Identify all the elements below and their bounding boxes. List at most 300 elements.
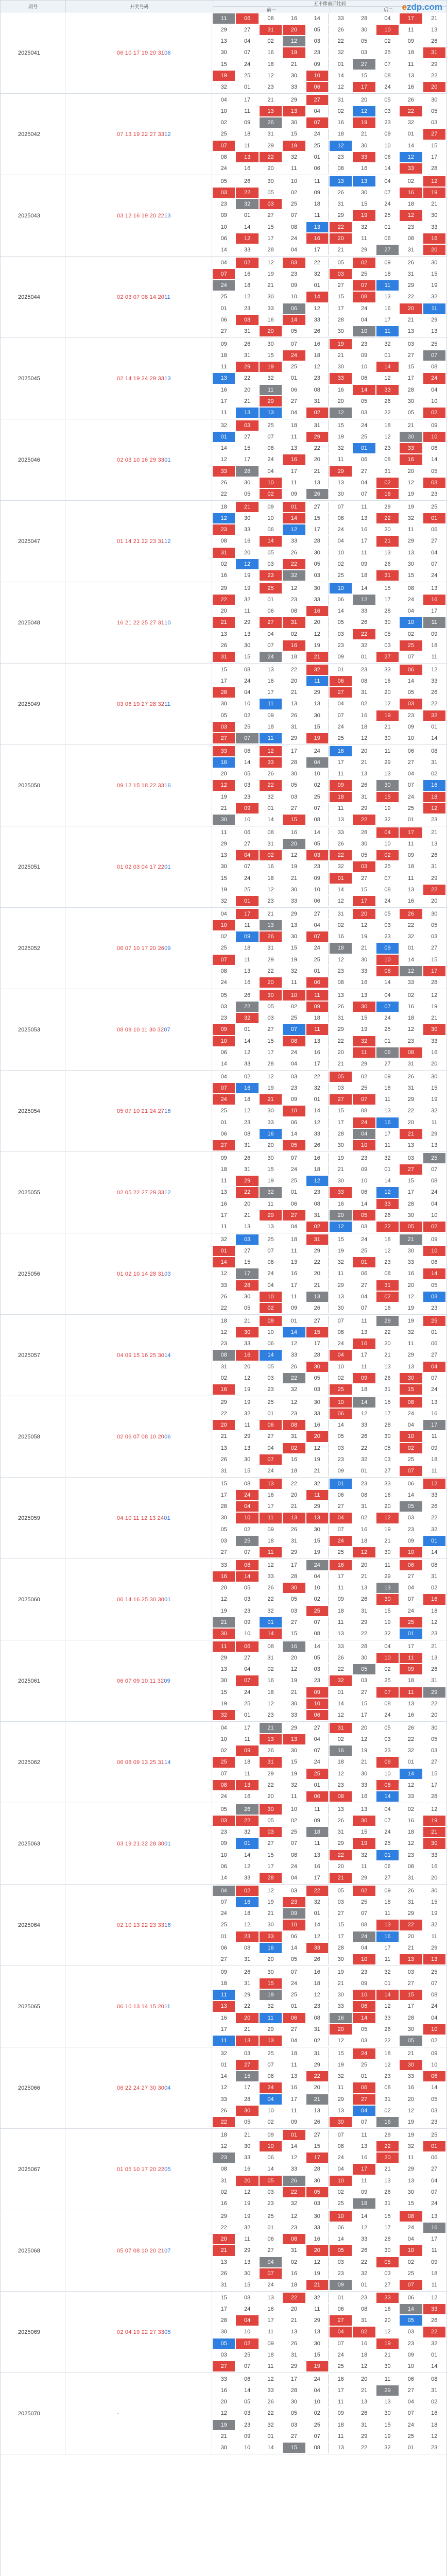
grid-cell: 02 [260, 850, 282, 860]
grid-cell: 14 [384, 165, 391, 172]
draw-numbers [65, 1233, 212, 1314]
grid-cell: 13 [260, 408, 282, 418]
grid-cell: 08 [431, 1178, 438, 1184]
grid-cell: 03 [306, 1664, 329, 1674]
grid-cell: 17 [423, 966, 445, 976]
grid-cell: 09 [384, 260, 391, 266]
grid-cell: 20 [376, 2153, 399, 2163]
issue-number: 2025054 [1, 1071, 65, 1151]
grid-cell: 17 [220, 678, 227, 685]
grid-cell: 08 [384, 72, 391, 79]
grid-cell: 25 [267, 1399, 274, 1406]
draw-red-balls: 06 22 24 27 30 30 [117, 2084, 165, 2091]
grid-cell: 16 [306, 1967, 329, 1977]
grid-cell: 24 [267, 1270, 274, 1277]
grid-cell: 07 [337, 712, 344, 719]
grid-cell: 26 [360, 782, 368, 789]
grid-cell: 03 [337, 1899, 344, 1906]
grid-cell: 25 [407, 805, 415, 811]
grid-cell: 30 [306, 710, 329, 721]
grid-cell: 29 [290, 1725, 298, 1732]
number-grid [212, 2210, 446, 2291]
grid-cell: 23 [431, 1630, 438, 1637]
grid-cell: 23 [431, 2119, 438, 2125]
grid-cell: 16 [290, 15, 298, 22]
grid-cell: 06 [306, 163, 329, 174]
grid-cell: 13 [407, 1700, 415, 1707]
grid-cell: 18 [360, 1386, 368, 1393]
grid-cell: 04 [290, 246, 298, 253]
grid-cell: 22 [306, 1886, 329, 1896]
grid-cell: 15 [220, 1481, 227, 1487]
grid-cell: 33 [220, 1562, 227, 1569]
grid-cell: 17 [353, 896, 375, 906]
grid-cell: 04 [407, 608, 415, 615]
grid-cell: 12 [400, 966, 422, 976]
grid-cell: 01 [283, 502, 305, 512]
grid-cell: 03 [407, 2329, 415, 2335]
grid-cell: 16 [213, 1571, 235, 1582]
grid-cell: 31 [244, 1142, 251, 1148]
grid-cell: 22 [306, 443, 329, 453]
grid-cell: 28 [384, 608, 391, 615]
grid-cell: 31 [407, 1874, 415, 1881]
grid-cell: 12 [337, 1711, 344, 1718]
grid-cell: 19 [306, 2268, 329, 2279]
table-row [1, 1559, 446, 1640]
grid-cell: 14 [283, 1327, 305, 1337]
grid-cell: 22 [283, 559, 305, 569]
grid-cell: 09 [337, 653, 344, 660]
draw-red-balls: 02 14 19 24 29 33 [117, 375, 165, 382]
grid-cell: 17 [431, 154, 438, 160]
grid-cell: 09 [330, 780, 352, 790]
grid-cell: 22 [360, 1445, 368, 1451]
grid-cell: 32 [431, 1526, 438, 1533]
grid-cell: 21 [267, 911, 274, 918]
grid-cell: 07 [290, 1155, 298, 1162]
grid-cell: 02 [220, 2189, 227, 2195]
draw-red-balls: 03 06 19 27 28 32 [117, 701, 165, 707]
grid-cell: 32 [384, 1630, 391, 1637]
grid-cell: 11 [337, 456, 344, 463]
grid-cell: 26 [337, 1818, 344, 1824]
grid-cell: 30 [244, 479, 251, 486]
draw-numbers [65, 94, 212, 175]
grid-cell: 09 [384, 1888, 391, 1894]
grid-cell: 30 [337, 1178, 344, 1184]
grid-cell: 06 [290, 1200, 298, 1207]
grid-cell: 05 [407, 689, 415, 696]
grid-cell: 12 [283, 524, 305, 535]
grid-cell: 21 [384, 2166, 391, 2173]
grid-cell: 21 [407, 2050, 415, 2057]
grid-cell: 29 [330, 466, 352, 477]
grid-cell: 13 [290, 1259, 298, 1266]
grid-cell: 13 [360, 1329, 368, 1336]
grid-cell: 20 [384, 1503, 391, 1510]
grid-cell: 20 [407, 2096, 415, 2103]
grid-cell: 13 [431, 1142, 438, 1148]
grid-cell: 32 [360, 642, 368, 649]
grid-cell: 25 [290, 1015, 298, 1022]
grid-cell: 19 [267, 1178, 274, 1184]
grid-cell: 13 [376, 1583, 399, 1593]
grid-cell: 03 [407, 341, 415, 348]
grid-cell: 25 [260, 583, 282, 594]
grid-cell: 31 [244, 328, 251, 334]
grid-cell: 28 [360, 15, 368, 22]
grid-cell: 30 [267, 178, 274, 185]
grid-cell: 17 [244, 97, 251, 104]
grid-cell: 18 [337, 1759, 344, 1766]
grid-cell: 24 [337, 723, 344, 730]
grid-cell: 30 [384, 1433, 391, 1440]
grid-cell: 01 [283, 2130, 305, 2140]
draw-numbers [65, 989, 212, 1070]
grid-cell: 01 [267, 1411, 274, 1417]
grid-cell: 11 [306, 1838, 329, 1849]
grid-cell: 03 [330, 269, 352, 279]
grid-cell: 32 [267, 1607, 274, 1614]
grid-cell: 13 [267, 1223, 274, 1230]
grid-cell: 24 [337, 527, 344, 533]
grid-cell: 27 [306, 502, 329, 512]
grid-cell: 25 [290, 1829, 298, 1836]
grid-cell: 05 [400, 1222, 422, 1232]
grid-cell: 09 [431, 631, 438, 637]
grid-cell: 01 [400, 1629, 422, 1639]
grid-cell: 19 [330, 339, 352, 349]
issue-number: 2025044 [1, 257, 65, 337]
grid-cell: 08 [400, 1047, 422, 1058]
grid-cell: 32 [431, 2340, 438, 2347]
grid-cell: 05 [290, 1596, 298, 1603]
number-grid [212, 501, 446, 582]
grid-cell: 02 [431, 2399, 438, 2405]
grid-cell: 03 [220, 1004, 227, 1010]
grid-cell: 02 [306, 2036, 329, 2046]
grid-cell: 05 [220, 992, 227, 999]
grid-cell: 27 [290, 398, 298, 404]
grid-cell: 05 [407, 409, 415, 416]
grid-cell: 12 [306, 1990, 329, 2000]
grid-cell: 25 [360, 1248, 368, 1255]
grid-cell: 10 [423, 1246, 445, 1256]
grid-cell: 10 [220, 1736, 227, 1743]
grid-cell: 30 [283, 1583, 305, 1593]
grid-cell: 10 [376, 955, 399, 965]
grid-cell: 10 [306, 885, 329, 895]
grid-cell: 02 [337, 561, 344, 567]
grid-cell: 04 [267, 468, 274, 474]
grid-cell: 08 [407, 1863, 415, 1870]
grid-cell: 19 [407, 490, 415, 497]
grid-cell: 15 [407, 2200, 415, 2207]
grid-cell: 03 [306, 2198, 329, 2209]
grid-cell: 30 [290, 934, 298, 940]
grid-cell: 33 [376, 2293, 399, 2303]
grid-cell: 23 [407, 2340, 415, 2347]
grid-cell: 02 [236, 1886, 258, 1896]
grid-cell: 27 [267, 1026, 274, 1033]
grid-cell: 13 [306, 478, 329, 488]
grid-cell: 18 [360, 572, 368, 579]
number-grid [212, 257, 446, 337]
grid-cell: 29 [360, 246, 368, 253]
grid-cell: 02 [244, 1526, 251, 1533]
draw-red-balls: 04 10 11 12 13 24 [117, 1515, 164, 1521]
grid-cell: 29 [290, 1549, 298, 1555]
grid-cell: 07 [384, 61, 391, 67]
grid-cell: 12 [431, 1619, 438, 1625]
grid-cell: 08 [236, 315, 258, 325]
grid-cell: 22 [236, 188, 258, 198]
grid-cell: 09 [431, 1445, 438, 1451]
draw-red-balls: 02 10 13 22 23 33 [117, 1922, 165, 1928]
number-grid [212, 582, 446, 663]
draw-red-balls: 02 03 07 08 14 20 [117, 294, 165, 300]
grid-cell: 11 [384, 748, 391, 755]
grid-cell: 06 [423, 2071, 445, 2081]
issue-number: 2025064 [1, 1885, 65, 1965]
grid-cell: 12 [306, 1443, 329, 1453]
grid-cell: 28 [431, 979, 438, 986]
grid-cell: 09 [283, 1908, 305, 1919]
grid-cell: 18 [244, 1096, 251, 1103]
grid-cell: 27 [330, 687, 352, 698]
grid-cell: 14 [220, 1060, 227, 1067]
grid-cell: 32 [330, 1675, 352, 1686]
grid-cell: 23 [306, 47, 329, 58]
grid-cell: 19 [353, 117, 375, 128]
grid-cell: 04 [384, 992, 391, 999]
grid-cell: 22 [423, 885, 445, 895]
grid-cell: 21 [306, 2094, 329, 2105]
grid-cell: 29 [220, 1399, 227, 1406]
grid-cell: 15 [337, 1922, 344, 1928]
grid-cell: 04 [306, 1734, 329, 1744]
grid-cell: 08 [431, 1562, 438, 1569]
grid-cell: 02 [360, 701, 368, 707]
grid-cell: 12 [384, 2003, 391, 2010]
grid-cell: 08 [220, 2166, 227, 2173]
grid-cell: 31 [360, 1503, 368, 1510]
grid-cell: 03 [431, 2107, 438, 2114]
grid-cell: 22 [400, 106, 422, 116]
grid-cell: 13 [267, 667, 274, 673]
grid-cell: 13 [337, 1630, 344, 1637]
grid-cell: 18 [290, 653, 298, 660]
grid-cell: 31 [407, 1060, 415, 1067]
grid-cell: 30 [337, 328, 344, 334]
grid-cell: 24 [407, 1411, 415, 1417]
grid-cell: 24 [407, 1607, 415, 1614]
grid-cell: 28 [213, 687, 235, 698]
grid-cell: 28 [306, 536, 329, 546]
grid-cell: 24 [431, 1386, 438, 1393]
grid-cell: 14 [220, 445, 227, 452]
grid-cell: 11 [431, 653, 437, 660]
grid-cell: 14 [360, 1200, 368, 1207]
grid-cell: 03 [213, 1816, 235, 1826]
grid-cell: 03 [360, 1677, 368, 1684]
grid-cell: 11 [361, 504, 367, 511]
grid-cell: 32 [360, 2270, 368, 2277]
grid-cell: 18 [360, 1537, 368, 1544]
grid-cell: 15 [236, 2071, 258, 2081]
grid-cell: 15 [244, 1467, 251, 1474]
grid-cell: 18 [431, 1456, 438, 1463]
grid-cell: 17 [244, 2084, 251, 2091]
grid-cell: 32 [337, 2073, 344, 2080]
grid-cell: 12 [244, 1375, 251, 1381]
grid-cell: 25 [220, 294, 227, 300]
grid-cell: 15 [306, 513, 329, 523]
grid-cell: 04 [407, 1585, 415, 1591]
grid-cell: 29 [236, 1176, 258, 1186]
draw-numbers [65, 2129, 212, 2210]
grid-cell: 03 [384, 642, 391, 649]
grid-cell: 13 [384, 294, 391, 300]
grid-cell: 21 [213, 617, 235, 628]
grid-cell: 05 [306, 1373, 329, 1383]
grid-cell: 11 [306, 1490, 329, 1500]
grid-cell: 28 [306, 2164, 329, 2174]
draw-blue-ball: 09 [164, 1677, 170, 1684]
grid-cell: 31 [213, 548, 235, 558]
grid-cell: 13 [384, 2177, 391, 2184]
grid-cell: 22 [267, 2410, 274, 2417]
draw-red-balls: 06 07 10 17 20 26 [117, 945, 165, 952]
grid-cell: 20 [384, 2317, 391, 2324]
grid-cell: 14 [384, 979, 391, 986]
grid-cell: 32 [431, 294, 438, 300]
grid-cell: 33 [360, 968, 368, 974]
grid-cell: 31 [360, 2421, 368, 2428]
grid-cell: 13 [407, 886, 415, 893]
grid-cell: 19 [244, 585, 251, 592]
grid-cell: 12 [244, 1922, 251, 1928]
grid-cell: 05 [267, 1363, 274, 1370]
grid-cell: 23 [260, 570, 282, 581]
grid-cell: 07 [267, 642, 274, 649]
grid-cell: 08 [337, 515, 344, 522]
grid-cell: 32 [267, 793, 274, 800]
grid-cell: 11 [244, 108, 250, 115]
grid-cell: 13 [360, 1806, 368, 1813]
grid-cell: 04 [290, 1874, 298, 1881]
grid-cell: 04 [337, 701, 344, 707]
grid-cell: 05 [431, 108, 438, 115]
grid-cell: 04 [431, 386, 438, 393]
grid-cell: 04 [236, 2315, 258, 2326]
grid-cell: 01 [384, 1980, 391, 1987]
grid-cell: 10 [213, 920, 235, 930]
grid-cell: 08 [407, 585, 415, 592]
grid-cell: 23 [306, 2001, 329, 2011]
grid-cell: 14 [353, 385, 375, 395]
grid-cell: 14 [267, 2166, 274, 2173]
grid-cell: 30 [407, 1248, 415, 1255]
grid-cell: 02 [244, 1074, 251, 1080]
grid-cell: 18 [407, 49, 415, 56]
grid-cell: 05 [353, 1210, 375, 1221]
grid-cell: 11 [306, 676, 329, 686]
grid-cell: 21 [360, 945, 368, 952]
grid-cell: 07 [407, 1596, 415, 1603]
grid-cell: 31 [260, 1757, 282, 1767]
grid-cell: 14 [220, 246, 227, 253]
grid-cell: 05 [353, 1664, 375, 1674]
grid-cell: 18 [384, 2050, 391, 2057]
grid-cell: 07 [220, 1899, 227, 1906]
grid-cell: 07 [431, 1980, 438, 1987]
grid-cell: 29 [220, 841, 227, 848]
draw-blue-ball: 01 [164, 1596, 171, 1603]
grid-cell: 29 [306, 432, 329, 442]
table-row [1, 2047, 446, 2129]
grid-cell: 09 [306, 188, 329, 198]
grid-cell: 04 [290, 2037, 298, 2044]
number-grid [212, 1966, 446, 2047]
grid-cell: 24 [244, 1689, 251, 1696]
grid-cell: 23 [337, 154, 344, 160]
grid-cell: 27 [407, 2387, 415, 2394]
grid-cell: 09 [407, 2351, 415, 2358]
grid-cell: 24 [407, 2421, 415, 2428]
grid-cell: 17 [337, 1933, 344, 1940]
grid-cell: 32 [337, 1259, 344, 1266]
grid-cell: 17 [306, 1873, 329, 1883]
grid-cell: 17 [384, 1130, 391, 1137]
grid-cell: 12 [244, 2189, 251, 2195]
number-grid [212, 1315, 446, 1396]
grid-cell: 02 [407, 631, 415, 637]
grid-cell: 19 [431, 1004, 438, 1010]
grid-cell: 12 [267, 2376, 274, 2383]
grid-cell: 28 [384, 2236, 391, 2243]
grid-cell: 16 [306, 233, 329, 244]
table-row [1, 1315, 446, 1396]
grid-cell: 02 [353, 1886, 375, 1896]
grid-cell: 23 [306, 1675, 329, 1686]
grid-cell: 31 [220, 2177, 227, 2184]
grid-cell: 23 [244, 305, 251, 312]
grid-cell: 32 [360, 1852, 368, 1858]
draw-numbers [65, 2210, 212, 2291]
grid-cell: 12 [306, 1117, 329, 1128]
grid-cell: 23 [290, 1085, 298, 1092]
grid-cell: 15 [431, 1085, 438, 1092]
grid-cell: 09 [407, 723, 415, 730]
grid-cell: 30 [384, 2410, 391, 2417]
grid-cell: 18 [267, 1537, 274, 1544]
grid-cell: 09 [267, 504, 274, 511]
grid-cell: 28 [290, 759, 298, 766]
grid-cell: 30 [360, 1770, 368, 1777]
grid-cell: 08 [290, 224, 298, 230]
grid-cell: 28 [337, 1130, 344, 1137]
site-logo[interactable] [402, 2, 442, 12]
grid-cell: 10 [306, 1583, 329, 1593]
grid-cell: 24 [407, 597, 415, 603]
grid-cell: 27 [330, 2315, 352, 2326]
grid-cell: 02 [423, 408, 445, 418]
grid-cell: 21 [244, 1318, 251, 1325]
grid-cell: 26 [407, 260, 415, 266]
grid-cell: 28 [384, 1422, 391, 1429]
